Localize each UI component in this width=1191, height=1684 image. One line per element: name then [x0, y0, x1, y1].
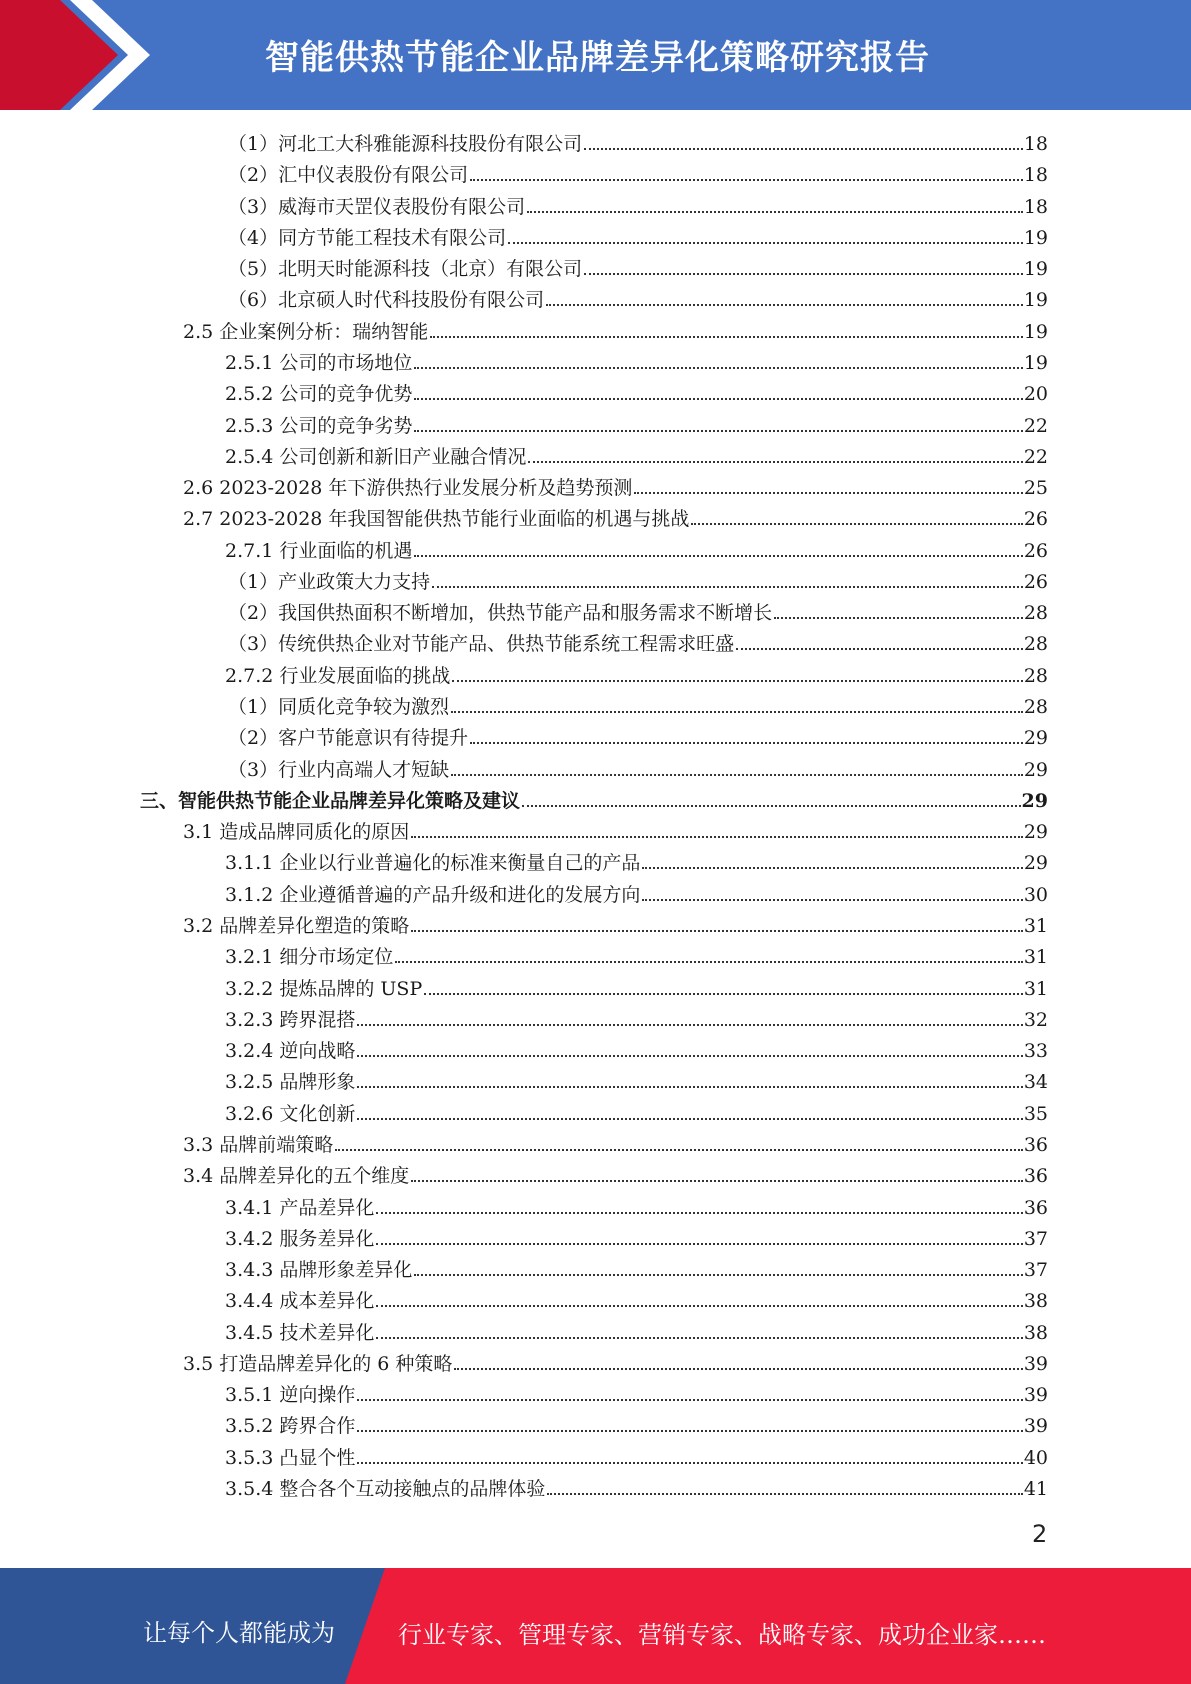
toc-entry[interactable]	[225, 1190, 1048, 1220]
toc-entry[interactable]	[228, 564, 1048, 594]
toc-entry-label: 2.7.2 行业发展面临的挑战	[225, 665, 451, 687]
toc-entry[interactable]	[183, 1346, 1048, 1376]
toc-entry[interactable]	[228, 282, 1048, 312]
toc-entry[interactable]	[225, 1002, 1048, 1032]
chevron-arrow-icon	[0, 0, 160, 110]
toc-dot-leader	[424, 993, 1023, 995]
toc-entry[interactable]	[225, 1064, 1048, 1094]
toc-dot-leader	[634, 492, 1022, 494]
toc-entry[interactable]	[225, 345, 1048, 375]
toc-entry[interactable]	[225, 1252, 1048, 1282]
toc-entry-page: 39	[1023, 1353, 1048, 1375]
toc-entry-label: （2）汇中仪表股份有限公司	[228, 164, 469, 186]
toc-entry-label: 3.5 打造品牌差异化的 6 种策略	[183, 1353, 453, 1375]
page-number: 2	[1032, 1520, 1048, 1548]
toc-dot-leader	[411, 836, 1023, 838]
toc-entry-page: 37	[1023, 1228, 1048, 1250]
toc-dot-leader	[546, 304, 1023, 306]
toc-entry-page: 31	[1023, 978, 1048, 1000]
toc-entry-page: 41	[1023, 1478, 1048, 1500]
toc-dot-leader	[357, 1024, 1022, 1026]
toc-dot-leader	[414, 555, 1022, 557]
toc-entry-label: 3.2.6 文化创新	[225, 1103, 356, 1125]
toc-dot-leader	[470, 742, 1023, 744]
toc-entry-label: （3）威海市天罡仪表股份有限公司	[228, 196, 526, 218]
report-header	[0, 0, 1191, 110]
toc-entry[interactable]	[225, 1408, 1048, 1438]
toc-entry-label: 3.4.4 成本差异化	[225, 1290, 375, 1312]
toc-entry[interactable]	[183, 908, 1048, 938]
toc-entry-label: 3.5.1 逆向操作	[225, 1384, 356, 1406]
toc-entry-page: 32	[1023, 1009, 1048, 1031]
toc-dot-leader	[357, 1430, 1022, 1432]
toc-entry[interactable]	[225, 845, 1048, 875]
toc-entry-label: （1）产业政策大力支持	[228, 571, 431, 593]
toc-entry-page: 36	[1023, 1165, 1048, 1187]
toc-entry[interactable]	[225, 1096, 1048, 1126]
toc-dot-leader	[547, 1493, 1022, 1495]
toc-entry-label: 3.1.1 企业以行业普遍化的标准来衡量自己的产品	[225, 852, 641, 874]
toc-dot-leader	[522, 805, 1021, 807]
toc-entry[interactable]	[183, 470, 1048, 500]
toc-dot-leader	[528, 461, 1022, 463]
toc-entry-page: 36	[1023, 1197, 1048, 1219]
toc-entry-page: 29	[1023, 821, 1048, 843]
toc-dot-leader	[357, 1462, 1022, 1464]
toc-entry[interactable]	[225, 1221, 1048, 1251]
toc-entry[interactable]	[225, 939, 1048, 969]
toc-entry[interactable]	[183, 1158, 1048, 1188]
report-title: 智能供热节能企业品牌差异化策略研究报告	[265, 38, 930, 78]
toc-dot-leader	[642, 899, 1022, 901]
toc-entry-page: 31	[1023, 946, 1048, 968]
toc-entry[interactable]	[225, 658, 1048, 688]
toc-entry[interactable]	[225, 439, 1048, 469]
toc-entry-label: 三、智能供热节能企业品牌差异化策略及建议	[140, 790, 521, 812]
toc-dot-leader	[376, 1212, 1022, 1214]
toc-entry[interactable]	[228, 220, 1048, 250]
toc-entry-page: 35	[1023, 1103, 1048, 1125]
toc-entry[interactable]	[140, 783, 1048, 813]
toc-entry-page: 39	[1023, 1384, 1048, 1406]
toc-entry-label: 2.7 2023-2028 年我国智能供热节能行业面临的机遇与挑战	[183, 508, 690, 530]
toc-entry[interactable]	[228, 595, 1048, 625]
toc-entry[interactable]	[228, 752, 1048, 782]
toc-entry-label: 3.5.2 跨界合作	[225, 1415, 356, 1437]
toc-entry[interactable]	[228, 126, 1048, 156]
toc-entry-page: 19	[1023, 352, 1048, 374]
toc-entry-label: 3.2.1 细分市场定位	[225, 946, 394, 968]
toc-entry-label: 3.2 品牌差异化塑造的策略	[183, 915, 410, 937]
toc-entry-label: 3.4.3 品牌形象差异化	[225, 1259, 413, 1281]
toc-entry[interactable]	[225, 1033, 1048, 1063]
toc-entry-page: 39	[1023, 1415, 1048, 1437]
footer-slogan-right: 行业专家、管理专家、营销专家、战略专家、成功企业家……	[398, 1621, 1046, 1649]
toc-dot-leader	[451, 774, 1023, 776]
toc-entry[interactable]	[183, 1127, 1048, 1157]
toc-dot-leader	[376, 1337, 1022, 1339]
toc-entry-page: 18	[1023, 164, 1048, 186]
toc-entry-page: 19	[1023, 227, 1048, 249]
toc-entry[interactable]	[183, 314, 1048, 344]
toc-entry-page: 28	[1023, 633, 1048, 655]
toc-entry-page: 40	[1023, 1447, 1048, 1469]
toc-entry-page: 29	[1023, 759, 1048, 781]
toc-entry-label: 3.2.4 逆向战略	[225, 1040, 356, 1062]
toc-entry-page: 29	[1023, 727, 1048, 749]
toc-entry-page: 18	[1023, 133, 1048, 155]
toc-entry-page: 26	[1023, 508, 1048, 530]
toc-entry-page: 25	[1023, 477, 1048, 499]
toc-dot-leader	[452, 680, 1022, 682]
toc-entry-page: 38	[1023, 1322, 1048, 1344]
toc-entry-label: 3.3 品牌前端策略	[183, 1134, 334, 1156]
toc-entry[interactable]	[183, 501, 1048, 531]
toc-entry-label: 2.5.2 公司的竞争优势	[225, 383, 413, 405]
toc-entry[interactable]	[225, 1377, 1048, 1407]
toc-dot-leader	[430, 336, 1023, 338]
toc-entry-page: 26	[1023, 540, 1048, 562]
toc-entry-page: 20	[1023, 383, 1048, 405]
toc-dot-leader	[642, 867, 1022, 869]
toc-entry-page: 18	[1023, 196, 1048, 218]
toc-entry[interactable]	[225, 1283, 1048, 1313]
toc-entry-label: 3.2.2 提炼品牌的 USP	[225, 978, 423, 1000]
toc-entry-page: 36	[1023, 1134, 1048, 1156]
toc-entry-page: 28	[1023, 602, 1048, 624]
toc-entry-page: 19	[1023, 321, 1048, 343]
toc-entry-label: 3.5.3 凸显个性	[225, 1447, 356, 1469]
footer-banner	[0, 1568, 1191, 1684]
toc-entry-page: 31	[1023, 915, 1048, 937]
toc-entry[interactable]	[228, 251, 1048, 281]
toc-entry-label: 3.4.2 服务差异化	[225, 1228, 375, 1250]
toc-dot-leader	[584, 273, 1023, 275]
toc-dot-leader	[376, 1243, 1022, 1245]
toc-dot-leader	[451, 711, 1023, 713]
toc-dot-leader	[395, 961, 1022, 963]
toc-dot-leader	[411, 930, 1023, 932]
toc-dot-leader	[691, 523, 1022, 525]
toc-entry-label: （6）北京硕人时代科技股份有限公司	[228, 289, 545, 311]
toc-entry[interactable]	[225, 1471, 1048, 1501]
toc-dot-leader	[774, 617, 1023, 619]
toc-dot-leader	[470, 179, 1023, 181]
toc-entry-page: 19	[1023, 258, 1048, 280]
toc-entry-label: （1）河北工大科雅能源科技股份有限公司	[228, 133, 583, 155]
toc-entry[interactable]	[228, 626, 1048, 656]
toc-entry-label: 3.2.3 跨界混搭	[225, 1009, 356, 1031]
toc-entry[interactable]	[225, 533, 1048, 563]
toc-dot-leader	[736, 648, 1023, 650]
toc-entry-label: 3.2.5 品牌形象	[225, 1071, 356, 1093]
toc-entry-page: 29	[1021, 790, 1048, 812]
toc-entry-page: 28	[1023, 665, 1048, 687]
toc-entry-label: （3）传统供热企业对节能产品、供热节能系统工程需求旺盛	[228, 633, 735, 655]
toc-entry[interactable]	[228, 189, 1048, 219]
toc-dot-leader	[414, 430, 1022, 432]
toc-entry-page: 19	[1023, 289, 1048, 311]
toc-entry-label: 3.4.5 技术差异化	[225, 1322, 375, 1344]
toc-entry[interactable]	[225, 877, 1048, 907]
toc-entry-label: （2）客户节能意识有待提升	[228, 727, 469, 749]
toc-dot-leader	[414, 1274, 1022, 1276]
toc-entry-label: 3.1.2 企业遵循普遍的产品升级和进化的发展方向	[225, 884, 641, 906]
toc-entry-label: 2.7.1 行业面临的机遇	[225, 540, 413, 562]
toc-entry-page: 37	[1023, 1259, 1048, 1281]
toc-dot-leader	[357, 1086, 1022, 1088]
toc-entry-label: 2.5.4 公司创新和新旧产业融合情况	[225, 446, 527, 468]
toc-entry[interactable]	[225, 1440, 1048, 1470]
toc-entry-page: 28	[1023, 696, 1048, 718]
toc-dot-leader	[432, 586, 1023, 588]
toc-entry[interactable]	[228, 689, 1048, 719]
toc-dot-leader	[376, 1305, 1022, 1307]
toc-entry-page: 33	[1023, 1040, 1048, 1062]
toc-entry-label: 3.4 品牌差异化的五个维度	[183, 1165, 410, 1187]
toc-dot-leader	[357, 1118, 1022, 1120]
toc-entry-label: 2.6 2023-2028 年下游供热行业发展分析及趋势预测	[183, 477, 633, 499]
toc-dot-leader	[335, 1149, 1023, 1151]
toc-entry-page: 22	[1023, 446, 1048, 468]
toc-entry-label: 3.4.1 产品差异化	[225, 1197, 375, 1219]
toc-entry-label: 3.1 造成品牌同质化的原因	[183, 821, 410, 843]
toc-entry-label: 2.5.1 公司的市场地位	[225, 352, 413, 374]
toc-entry[interactable]	[225, 408, 1048, 438]
toc-entry-label: （3）行业内高端人才短缺	[228, 759, 450, 781]
toc-dot-leader	[411, 1180, 1023, 1182]
toc-dot-leader	[357, 1055, 1022, 1057]
toc-entry-label: （2）我国供热面积不断增加，供热节能产品和服务需求不断增长	[228, 602, 773, 624]
toc-entry-label: （5）北明天时能源科技（北京）有限公司	[228, 258, 583, 280]
toc-dot-leader	[414, 367, 1022, 369]
toc-entry-page: 38	[1023, 1290, 1048, 1312]
toc-entry-label: 2.5.3 公司的竞争劣势	[225, 415, 413, 437]
toc-dot-leader	[454, 1368, 1022, 1370]
toc-dot-leader	[584, 148, 1023, 150]
toc-entry-label: 3.5.4 整合各个互动接触点的品牌体验	[225, 1478, 546, 1500]
toc-entry-label: （4）同方节能工程技术有限公司	[228, 227, 507, 249]
toc-entry-label: （1）同质化竞争较为激烈	[228, 696, 450, 718]
toc-dot-leader	[508, 242, 1023, 244]
toc-entry[interactable]	[228, 157, 1048, 187]
toc-entry-page: 30	[1023, 884, 1048, 906]
toc-entry[interactable]	[225, 376, 1048, 406]
toc-entry[interactable]	[225, 1315, 1048, 1345]
toc-entry[interactable]	[228, 720, 1048, 750]
toc-dot-leader	[414, 398, 1022, 400]
footer-slogan-left: 让每个人都能成为	[143, 1619, 335, 1647]
toc-entry-page: 34	[1023, 1071, 1048, 1093]
toc-entry[interactable]	[183, 814, 1048, 844]
toc-entry-page: 29	[1023, 852, 1048, 874]
toc-dot-leader	[527, 211, 1023, 213]
toc-entry-page: 26	[1023, 571, 1048, 593]
toc-dot-leader	[357, 1399, 1022, 1401]
toc-entry[interactable]	[225, 971, 1048, 1001]
toc-entry-label: 2.5 企业案例分析：瑞纳智能	[183, 321, 429, 343]
toc-entry-page: 22	[1023, 415, 1048, 437]
